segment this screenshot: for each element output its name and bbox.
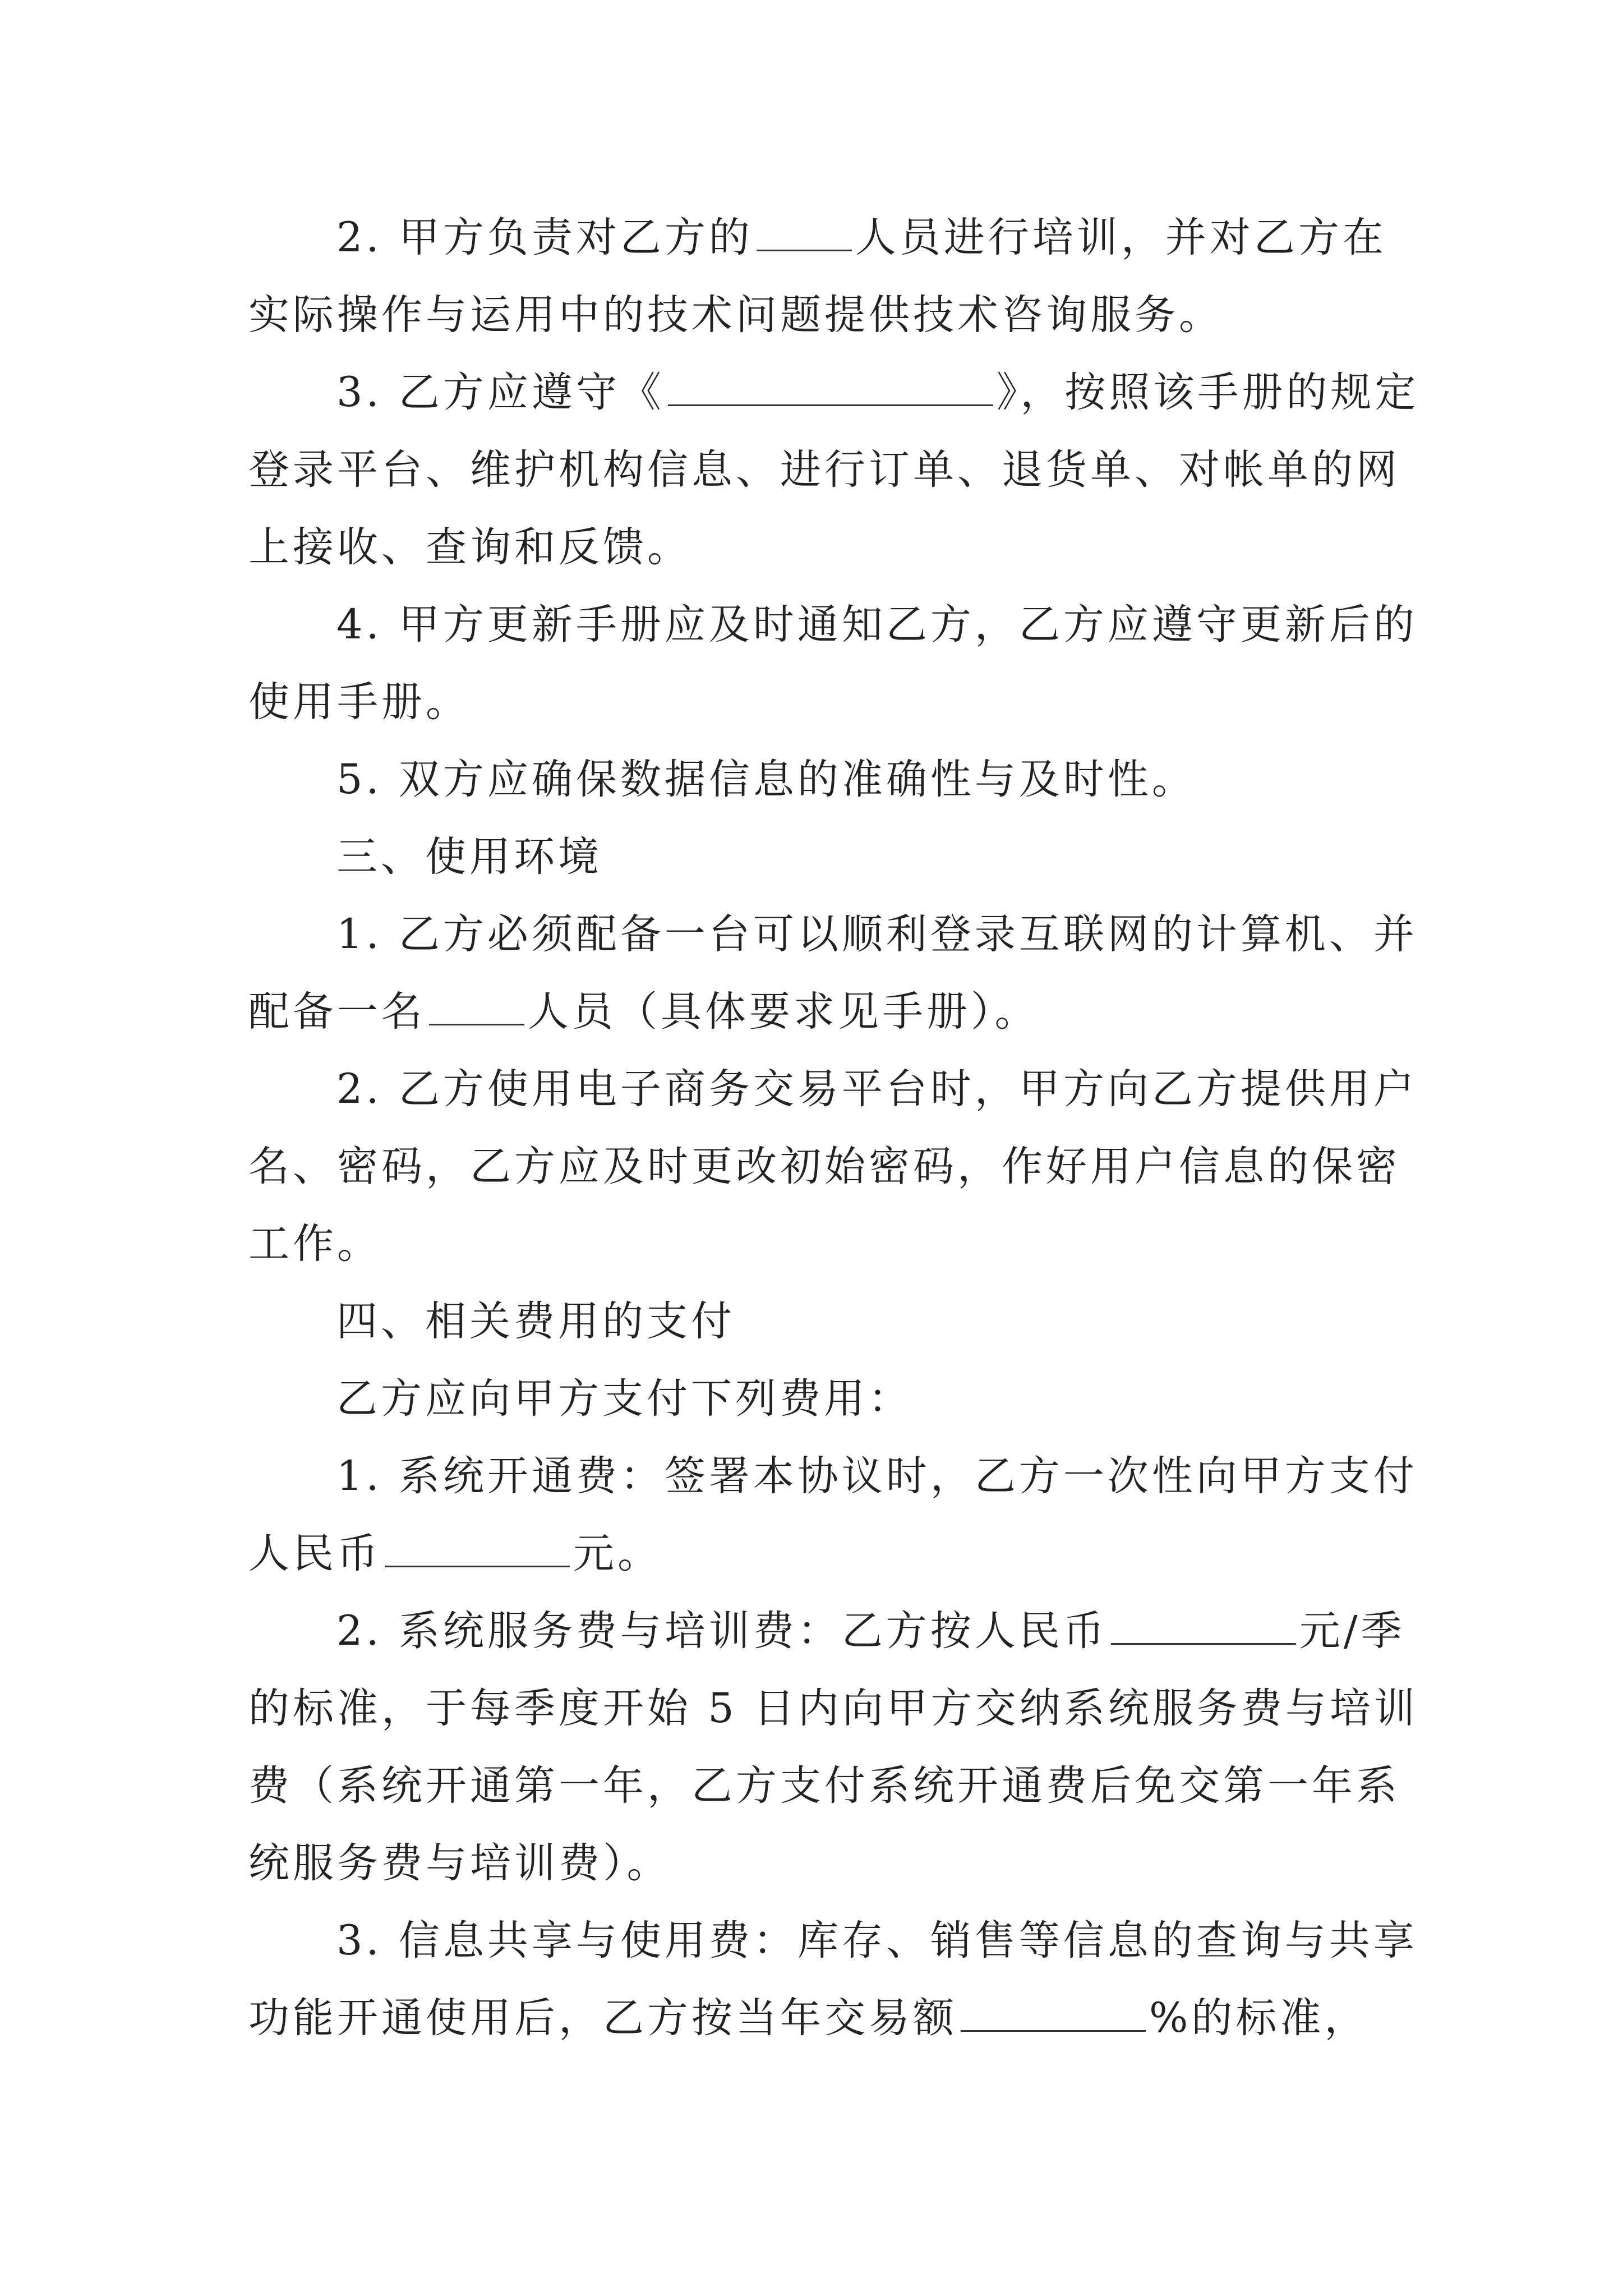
paragraph-line [248, 973, 1393, 1051]
blank-field [385, 1526, 570, 1567]
paragraph-line: 乙方应向甲方支付下列费用： [336, 1375, 912, 1423]
text-segment: 》，按照该手册的规定 [996, 369, 1419, 416]
text-segment: 配备一名 [248, 988, 426, 1036]
text-segment: 2. 系统服务费与培训费：乙方按人民币 [336, 1607, 1108, 1655]
paragraph-line: 4. 甲方更新手册应及时通知乙方，乙方应遵守更新后的 [336, 601, 1418, 648]
paragraph-line [248, 199, 1393, 277]
blank-field [757, 210, 852, 251]
blank-field [429, 984, 524, 1025]
blank-field [961, 1991, 1146, 2032]
text-segment: 元/季 [1299, 1607, 1405, 1655]
paragraph-line [248, 1515, 1393, 1593]
paragraph-line [248, 354, 1419, 431]
paragraph-line: 1. 乙方必须配备一台可以顺利登录互联网的计算机、并 [336, 910, 1418, 958]
paragraph-line [248, 1593, 1405, 1670]
section-heading: 三、使用环境 [336, 833, 602, 881]
paragraph-line: 5. 双方应确保数据信息的准确性与及时性。 [336, 756, 1196, 803]
text-segment: 3. 乙方应遵守《 [336, 369, 665, 416]
paragraph-line: 统服务费与培训费）。 [248, 1839, 671, 1887]
text-segment: 功能开通使用后，乙方按当年交易额 [248, 1994, 957, 2042]
document-body [248, 199, 1419, 2057]
paragraph-line: 2. 乙方使用电子商务交易平台时，甲方向乙方提供用户 [336, 1065, 1418, 1113]
text-segment: 人员进行培训，并对乙方在 [855, 214, 1387, 261]
paragraph-line: 的标准，于每季度开始 5 日内向甲方交纳系统服务费与培训 [248, 1685, 1418, 1732]
blank-field [668, 365, 993, 406]
blank-field [1111, 1604, 1296, 1645]
paragraph-line: 使用手册。 [248, 678, 470, 726]
text-segment: 元。 [573, 1530, 662, 1577]
text-segment: 2. 甲方负责对乙方的 [336, 214, 753, 261]
paragraph-line: 实际操作与运用中的技术问题提供技术咨询服务。 [248, 291, 1223, 339]
section-heading: 四、相关费用的支付 [336, 1297, 735, 1345]
text-segment: 人民币 [248, 1530, 381, 1577]
paragraph-line: 1. 系统开通费：签署本协议时，乙方一次性向甲方支付 [336, 1452, 1418, 1500]
paragraph-line: 名、密码，乙方应及时更改初始密码，作好用户信息的保密 [248, 1143, 1400, 1190]
paragraph-line: 工作。 [248, 1220, 381, 1268]
paragraph-line: 上接收、查询和反馈。 [248, 523, 691, 571]
paragraph-line: 3. 信息共享与使用费：库存、销售等信息的查询与共享 [336, 1917, 1418, 1964]
paragraph-line: 登录平台、维护机构信息、进行订单、退货单、对帐单的网 [248, 446, 1400, 494]
text-segment: %的标准， [1149, 1994, 1369, 2042]
paragraph-line: 费（系统开通第一年，乙方支付系统开通费后免交第一年系 [248, 1762, 1400, 1810]
paragraph-line [248, 1980, 1393, 2057]
text-segment: 人员（具体要求见手册）。 [528, 988, 1039, 1036]
